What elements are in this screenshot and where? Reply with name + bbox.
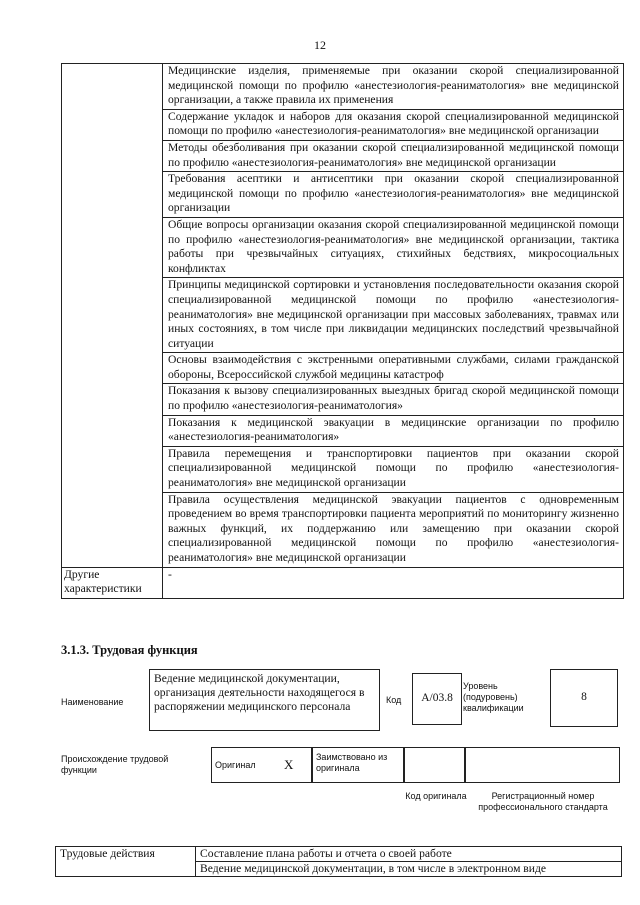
knowledge-item: Правила осуществления медицинской эвакуации пациентов с одновременным проведением во время транспортировки пациента мероприятий по мониторингу жизненно важных функций, их поддержанию или замещению при оказании скорой специализированной медицинской помощи по профилю «анестезиология-реаниматология» вне медицинской организации <box>163 492 624 567</box>
labor-action-item: Составление плана работы и отчета о своей работе <box>196 847 622 862</box>
origin-label: Происхождение трудовой функции <box>61 754 169 775</box>
table-row <box>56 847 622 862</box>
original-mark: X <box>284 757 294 772</box>
knowledge-item: Принципы медицинской сортировки и установления последовательности оказания скорой специализированной медицинской помощи по профилю «анестезиология-реаниматология» вне медицинской организации при массовых заболеваниях, травмах или иных состояниях, в том числе при ликвидации медицинских последствий чрезвычайной ситуации <box>163 278 624 353</box>
function-name-value: Ведение медицинской документации, организация деятельности находящегося в распоряжении медицинского персонала <box>154 672 365 713</box>
borrowed-cell <box>311 747 405 783</box>
code-value: A/03.8 <box>421 692 453 704</box>
labor-actions-label: Трудовые действия <box>56 847 196 877</box>
borrowed-label: Заимствовано из оригинала <box>316 752 388 773</box>
knowledge-table <box>61 63 624 599</box>
knowledge-item: Содержание укладок и наборов для оказания скорой специализированной медицинской помощи по профилю «анестезиология-реаниматология» вне медицинской организации <box>163 109 624 140</box>
level-box <box>550 669 618 727</box>
labor-action-item: Ведение медицинской документации, в том числе в электронном виде <box>196 862 622 877</box>
original-label: Оригинал <box>215 760 256 770</box>
knowledge-item: Правила перемещения и транспортировки пациентов при оказании скорой специализированной медицинской помощи по профилю «анестезиология-реаниматология» вне медицинской организации <box>163 446 624 492</box>
function-name-box <box>149 669 380 731</box>
registration-number-cell <box>464 747 620 783</box>
knowledge-item: Медицинские изделия, применяемые при оказании скорой специализированной медицинской помощи по профилю «анестезиология-реаниматология» вне медицинской организации, а также правила их применения <box>163 64 624 110</box>
knowledge-item: Основы взаимодействия с экстренными оперативными службами, силами гражданской обороны, Всероссийской службой медицины катастроф <box>163 353 624 384</box>
knowledge-item: Общие вопросы организации оказания скорой специализированной медицинской помощи по профилю «анестезиология-реаниматология» вне медицинской организации, тактика работы при чрезвычайных ситуациях, стихийных бедствиях, микросоциальных конфликтах <box>163 217 624 277</box>
code-box <box>412 673 462 725</box>
section-heading: 3.1.3. Трудовая функция <box>61 643 198 657</box>
level-value: 8 <box>581 691 587 703</box>
labor-actions-table <box>55 846 622 877</box>
empty-label-cell <box>62 64 163 568</box>
original-code-cell <box>403 747 466 783</box>
level-label: Уровень (подуровень) квалификации <box>463 681 524 713</box>
code-caption: Код оригинала <box>405 791 467 801</box>
table-row <box>62 64 624 110</box>
other-characteristics-value: - <box>163 567 624 598</box>
table-row <box>62 567 624 598</box>
knowledge-item: Показания к медицинской эвакуации в медицинские организации по профилю «анестезиология-реаниматология» <box>163 415 624 446</box>
name-label: Наименование <box>61 697 124 707</box>
page-number: 12 <box>314 38 326 52</box>
code-label: Код <box>386 695 402 705</box>
knowledge-item: Методы обезболивания при оказании скорой специализированной медицинской помощи по профилю «анестезиология-реаниматология» вне медицинской организации <box>163 140 624 171</box>
knowledge-item: Показания к вызову специализированных выездных бригад скорой медицинской помощи по профилю «анестезиология-реаниматология» <box>163 384 624 415</box>
original-cell <box>211 747 313 783</box>
other-characteristics-label: Другие характеристики <box>62 567 163 598</box>
knowledge-item: Требования асептики и антисептики при оказании скорой специализированной медицинской помощи по профилю «анестезиология-реаниматология» вне медицинской организации <box>163 172 624 218</box>
registration-caption: Регистрационный номер профессионального стандарта <box>478 791 608 812</box>
